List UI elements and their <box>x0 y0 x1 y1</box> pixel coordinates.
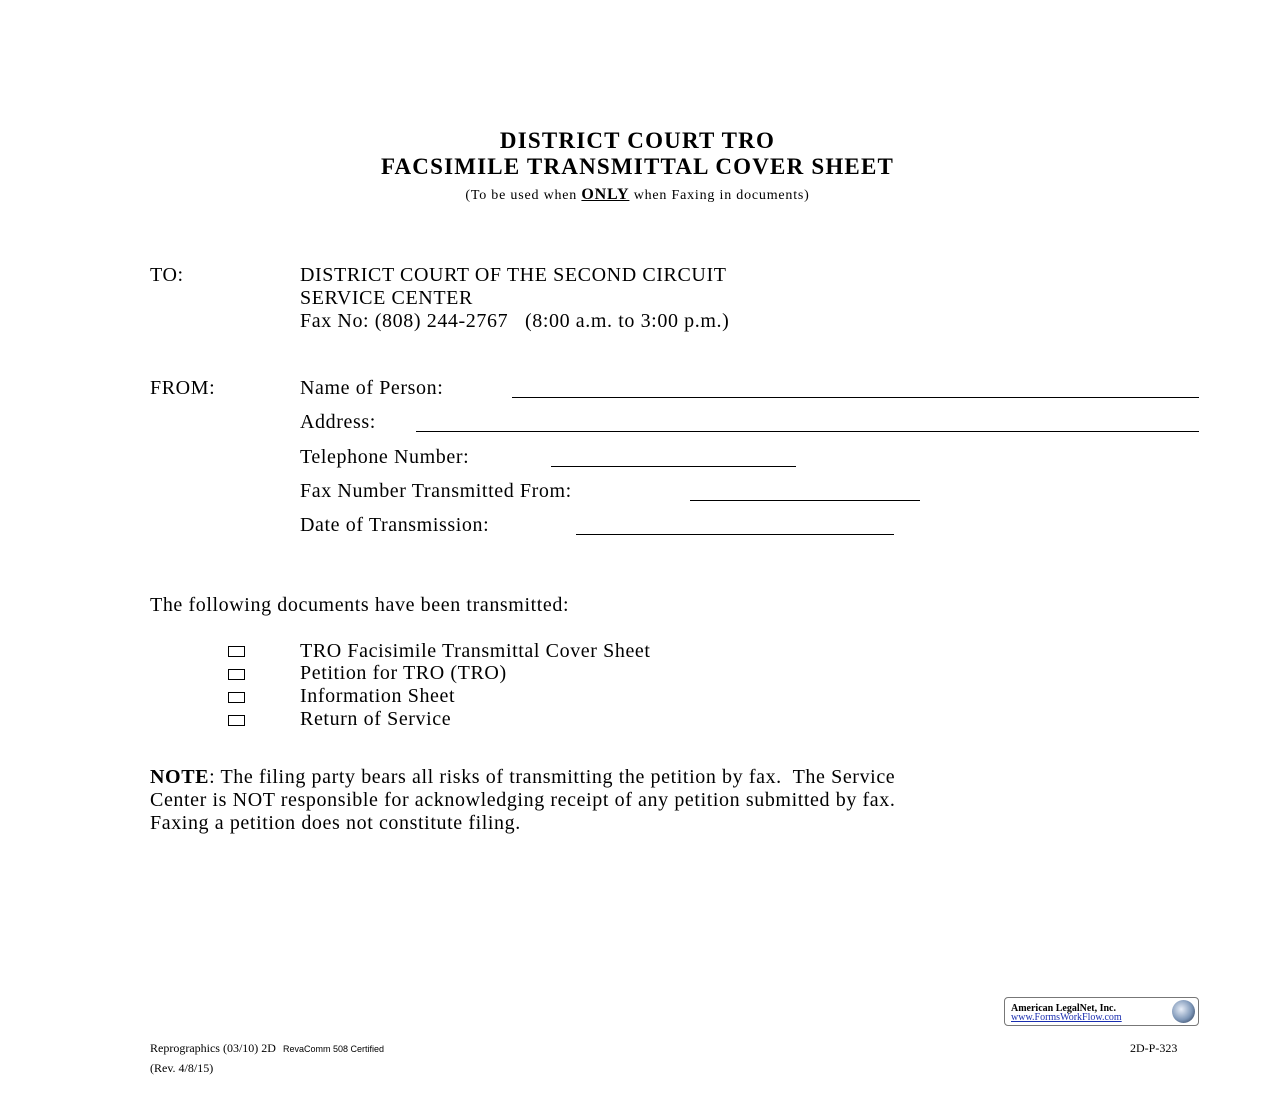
fax-from-label: Fax Number Transmitted From: <box>300 480 572 502</box>
to-line-1: DISTRICT COURT OF THE SECOND CIRCUIT <box>300 264 727 286</box>
title-line-1: DISTRICT COURT TRO <box>499 128 776 153</box>
to-line-2: SERVICE CENTER <box>300 287 473 309</box>
to-line-3: Fax No: (808) 244-2767 (8:00 a.m. to 3:00 p.m.) <box>300 310 730 332</box>
checkbox-petition[interactable] <box>228 669 245 680</box>
note-label: NOTE <box>150 766 210 788</box>
subtitle-emphasis: ONLY <box>581 186 630 203</box>
logo-link[interactable]: www.FormsWorkFlow.com <box>1011 1012 1122 1023</box>
checkbox-cover-sheet[interactable] <box>228 646 245 657</box>
address-field[interactable] <box>416 431 1199 432</box>
date-label: Date of Transmission: <box>300 514 490 536</box>
note-line-2: Center is NOT responsible for acknowledging receipt of any petition submitted by fax. <box>150 789 896 811</box>
note-line-3: Faxing a petition does not constitute filing. <box>150 812 521 834</box>
to-label: TO: <box>150 264 184 286</box>
subtitle-pre: (To be used when <box>465 188 582 203</box>
documents-intro: The following documents have been transmitted: <box>150 594 570 616</box>
doc-item: TRO Facisimile Transmittal Cover Sheet <box>300 640 651 662</box>
revision-text: (Rev. 4/8/15) <box>150 1061 214 1075</box>
reprographics-text <box>150 1041 384 1056</box>
title-line-2: FACSIMILE TRANSMITTAL COVER SHEET <box>380 154 895 179</box>
doc-item: Petition for TRO (TRO) <box>300 662 507 684</box>
date-field[interactable] <box>576 534 894 535</box>
name-field[interactable] <box>512 397 1199 398</box>
american-legalnet-logo[interactable] <box>1004 997 1199 1026</box>
telephone-field[interactable] <box>551 466 796 467</box>
form-number: 2D-P-323 <box>1130 1041 1178 1055</box>
subtitle-post: when Faxing in documents) <box>629 188 810 203</box>
name-label: Name of Person: <box>300 377 444 399</box>
checkbox-return-of-service[interactable] <box>228 715 245 726</box>
telephone-label: Telephone Number: <box>300 446 470 468</box>
from-label: FROM: <box>150 377 216 399</box>
globe-icon <box>1172 1000 1195 1023</box>
logo-name: American LegalNet, Inc. <box>1011 1003 1116 1014</box>
doc-item: Information Sheet <box>300 685 456 707</box>
certified-label: RevaComm 508 Certified <box>282 1044 385 1054</box>
checkbox-information-sheet[interactable] <box>228 692 245 703</box>
subtitle <box>0 186 1275 204</box>
repro-label: Reprographics (03/10) 2D <box>150 1041 276 1055</box>
note-text: : The filing party bears all risks of transmitting the petition by fax. The Service <box>209 766 896 788</box>
fax-from-field[interactable] <box>690 500 920 501</box>
address-label: Address: <box>300 411 376 433</box>
doc-item: Return of Service <box>300 708 452 730</box>
note-line-1 <box>150 766 895 789</box>
